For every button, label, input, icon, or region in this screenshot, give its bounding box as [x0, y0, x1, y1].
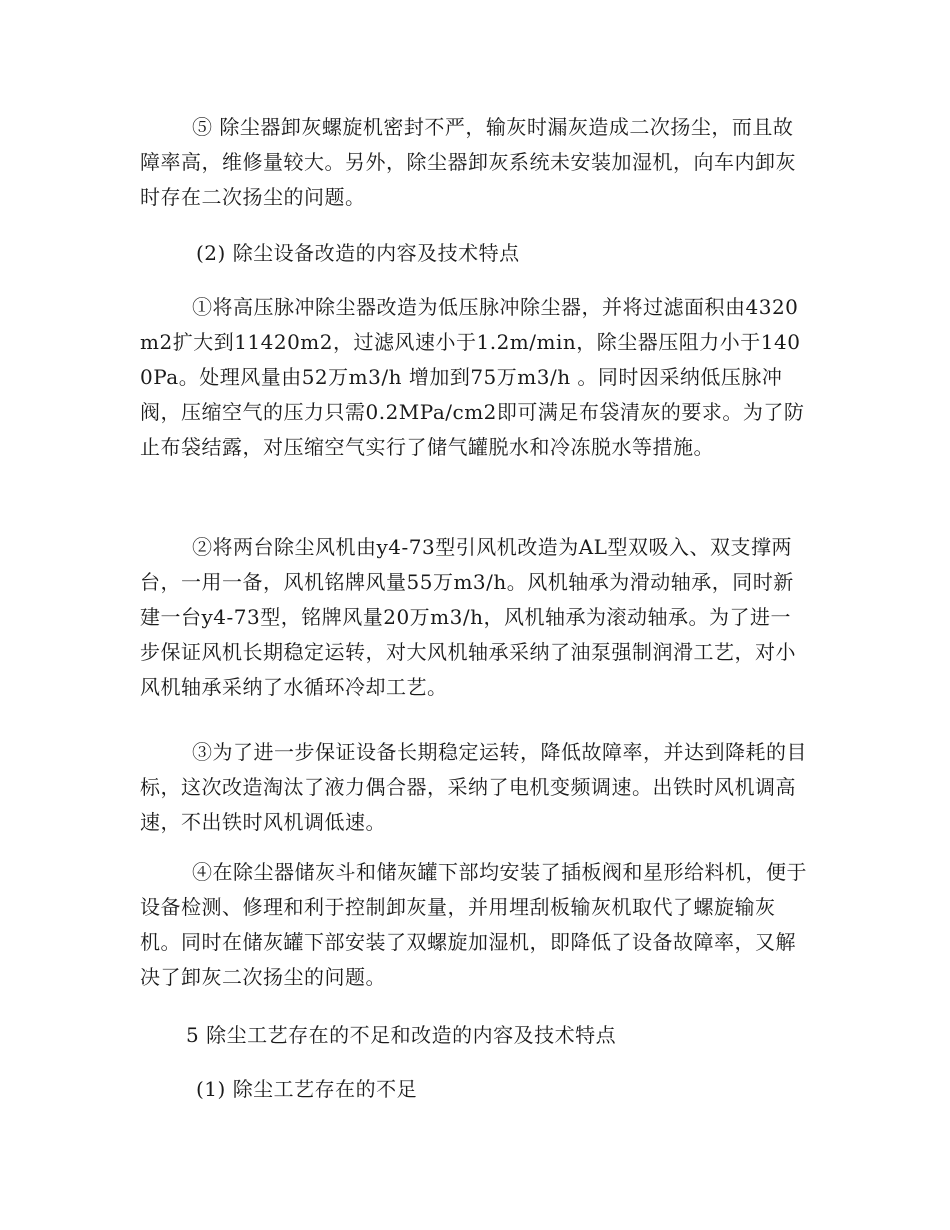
paragraph-item-2: ②将两台除尘风机由y4-73型引风机改造为AL型双吸入、双支撑两台，一用一备，风机铭牌风量55万m3/h。风机轴承为滑动轴承，同时新建一台y4-73型，铭牌风量20万m3/h，风机轴承为滚动轴承。为了进一步保证风机长期稳定运转，对大风机轴承采纳了油泵强制润滑工艺，对小风机轴承采纳了水循环冷却工艺。	[140, 535, 796, 699]
paragraph-item-5: ⑤ 除尘器卸灰螺旋机密封不严，输灰时漏灰造成二次扬尘，而且故障率高，维修量较大。另外，除尘器卸灰系统未安装加湿机，向车内卸灰时存在二次扬尘的问题。	[140, 115, 796, 209]
subheading-process-shortcomings: (1) 除尘工艺存在的不足	[196, 1077, 418, 1101]
paragraph-item-4: ④在除尘器储灰斗和储灰罐下部均安装了插板阀和星形给料机，便于设备检测、修理和利于控制卸灰量，并用埋刮板输灰机取代了螺旋输灰机。同时在储灰罐下部安装了双螺旋加湿机，即降低了设备故障率，又解决了卸灰二次扬尘的问题。	[140, 860, 807, 989]
subheading-equipment-renovation: (2) 除尘设备改造的内容及技术特点	[196, 241, 520, 265]
paragraph-item-3: ③为了进一步保证设备长期稳定运转，降低故障率，并达到降耗的目标，这次改造淘汰了液力偶合器，采纳了电机变频调速。出铁时风机调高速，不出铁时风机调低速。	[140, 740, 807, 834]
section-heading-5: 5 除尘工艺存在的不足和改造的内容及技术特点	[186, 1023, 617, 1047]
paragraph-item-1: ①将高压脉冲除尘器改造为低压脉冲除尘器，并将过滤面积由4320m2扩大到11420m2，过滤风速小于1.2m/min，除尘器压阻力小于1400Pa。处理风量由52万m3/h 增加到75万m3/h 。同时因采纳低压脉冲阀，压缩空气的压力只需0.2MPa/cm2即可满足布袋清灰的要求。为了防止布袋结露，对压缩空气实行了储气罐脱水和冷冻脱水等措施。	[140, 295, 805, 459]
